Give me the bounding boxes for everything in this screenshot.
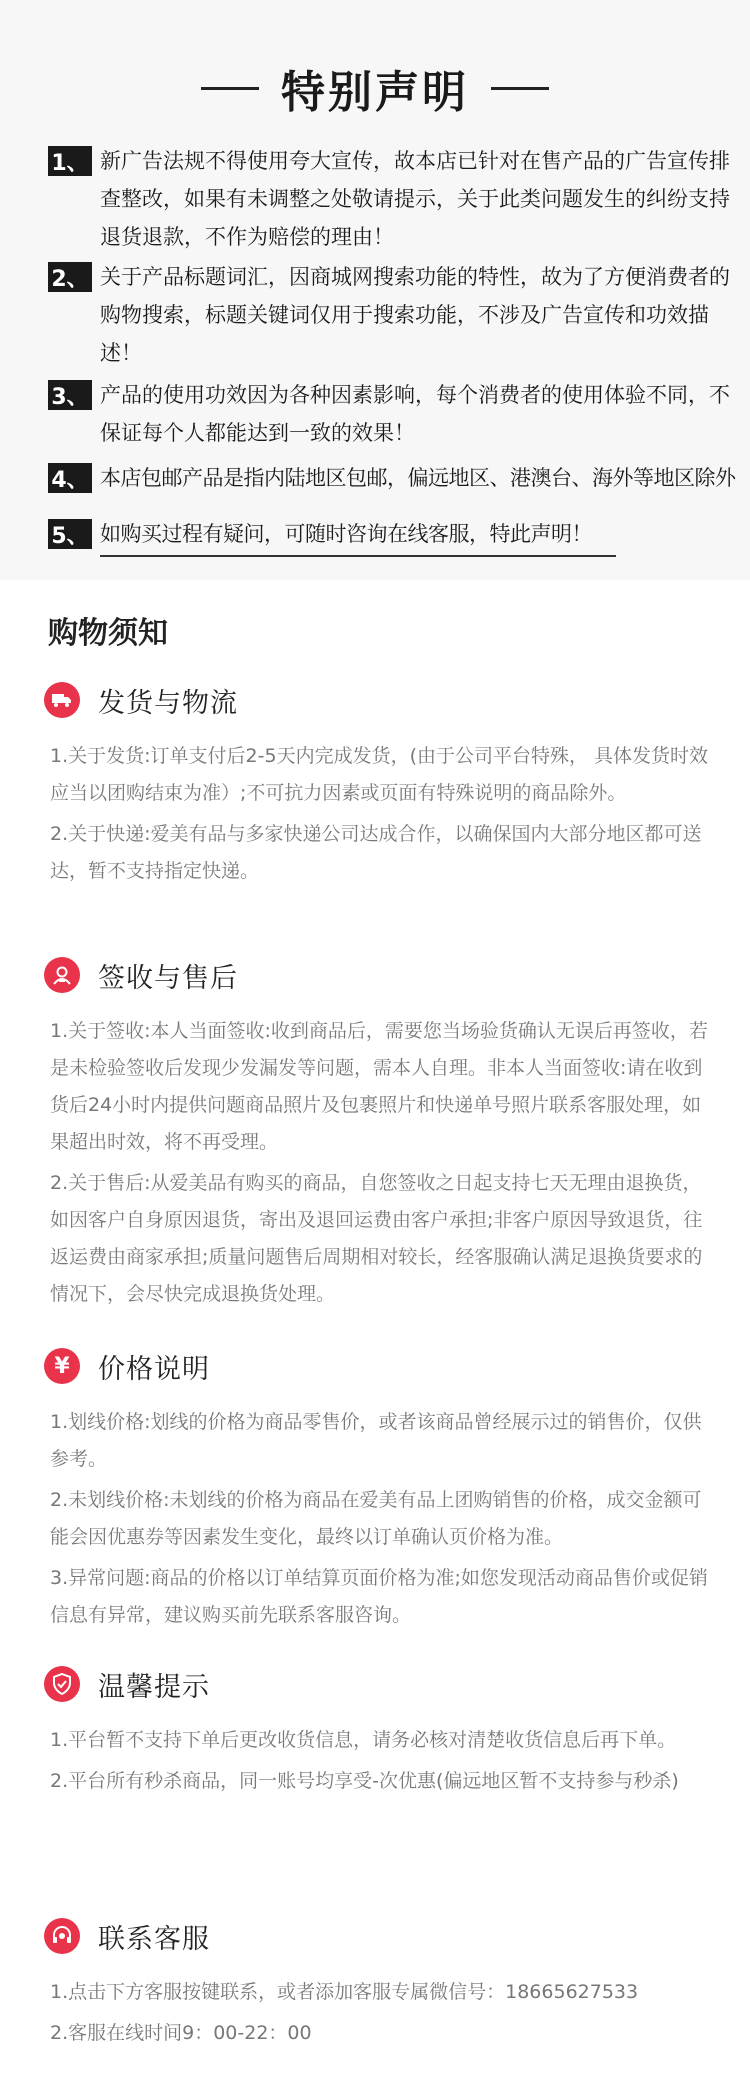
section-title: 发货与物流 [98, 687, 238, 719]
statement-item-text: 如购买过程有疑问，可随时咨询在线客服，特此声明！ [100, 522, 592, 546]
section-tips-body [50, 1722, 710, 1804]
delivery-truck-icon [44, 682, 80, 718]
section-aftersales-body [50, 1013, 710, 1317]
section-paragraph: 1.点击下方客服按键联系，或者添加客服专属微信号：18665627533 [50, 1981, 639, 2003]
statement-item-text: 新广告法规不得使用夸大宣传，故本店已针对在售产品的广告宣传排查整改，如果有未调整之处敬请提示，关于此类问题发生的纠纷支持退货退款，不作为赔偿的理由！ [100, 149, 730, 249]
section-price-header [44, 1346, 210, 1386]
section-paragraph: 3.异常问题:商品的价格以订单结算页面价格为准;如您发现活动商品售价或促销信息有异常，建议购买前先联系客服咨询。 [50, 1567, 708, 1626]
title-right-dash [491, 87, 549, 90]
customer-service-icon [44, 957, 80, 993]
yen-icon: ¥ [44, 1348, 80, 1384]
statement-item-text: 产品的使用功效因为各种因素影响，每个消费者的使用体验不同，不保证每个人都能达到一致的效果！ [100, 383, 730, 445]
section-title: 联系客服 [98, 1923, 210, 1955]
section-paragraph: 2.关于售后:从爱美品有购买的商品，自您签收之日起支持七天无理由退换货，如因客户自身原因退货，寄出及退回运费由客户承担;非客户原因导致退货，往返运费由商家承担;质量问题售后周期相对较长，经客服确认满足退换货要求的情况下，会尽快完成退换货处理。 [50, 1172, 703, 1305]
section-paragraph: 2.平台所有秒杀商品，同一账号均享受-次优惠(偏远地区暂不支持参与秒杀) [50, 1770, 679, 1792]
headset-icon [44, 1918, 80, 1954]
section-tips-header [44, 1664, 210, 1704]
statement-item-number: 4、 [48, 463, 92, 493]
statement-item-number: 5、 [48, 519, 92, 549]
statement-item-number: 3、 [48, 380, 92, 410]
shield-icon [44, 1666, 80, 1702]
statement-title: 特别声明 [281, 67, 469, 118]
section-contact-body [50, 1974, 710, 2056]
statement-item-text: 本店包邮产品是指内陆地区包邮，偏远地区、港澳台、海外等地区除外 [100, 466, 736, 490]
section-paragraph: 1.关于签收:本人当面签收:收到商品后，需要您当场验货确认无误后再签收，若是未检验签收后发现少发漏发等问题，需本人自理。非本人当面签收:请在收到货后24小时内提供问题商品照片及包裹照片和快递单号照片联系客服处理，如果超出时效，将不再受理。 [50, 1020, 708, 1153]
section-paragraph: 1.划线价格:划线的价格为商品零售价，或者该商品曾经展示过的销售价，仅供参考。 [50, 1411, 702, 1470]
section-title: 签收与售后 [98, 962, 238, 994]
section-paragraph: 2.未划线价格:未划线的价格为商品在爱美有品上团购销售的价格，成交金额可能会因优惠券等因素发生变化，最终以订单确认页价格为准。 [50, 1489, 702, 1548]
section-aftersales-header [44, 955, 238, 995]
statement-item-number: 2、 [48, 262, 92, 292]
shopping-notice-heading: 购物须知 [48, 616, 168, 651]
section-shipping-body [50, 738, 710, 894]
section-title: 价格说明 [98, 1353, 210, 1385]
section-paragraph: 1.平台暂不支持下单后更改收货信息，请务必核对清楚收货信息后再下单。 [50, 1729, 677, 1751]
statement-underline [100, 555, 616, 557]
section-paragraph: 2.客服在线时间9：00-22：00 [50, 2022, 312, 2044]
section-contact-header [44, 1916, 210, 1956]
statement-item-text: 关于产品标题词汇，因商城网搜索功能的特性，故为了方便消费者的购物搜索，标题关键词仅用于搜索功能，不涉及广告宣传和功效描述！ [100, 265, 730, 365]
title-left-dash [201, 87, 259, 90]
section-title: 温馨提示 [98, 1671, 210, 1703]
section-paragraph: 1.关于发货:订单支付后2-5天内完成发货，(由于公司平台特殊， 具体发货时效应当以团购结束为准）;不可抗力因素或页面有特殊说明的商品除外。 [50, 745, 709, 804]
section-paragraph: 2.关于快递:爱美有品与多家快递公司达成合作，以确保国内大部分地区都可送达，暂不支持指定快递。 [50, 823, 702, 882]
statement-title-row [0, 56, 750, 120]
section-shipping-header [44, 680, 238, 720]
statement-item-number: 1、 [48, 146, 92, 176]
special-statement-panel [0, 0, 750, 580]
section-price-body [50, 1404, 710, 1638]
